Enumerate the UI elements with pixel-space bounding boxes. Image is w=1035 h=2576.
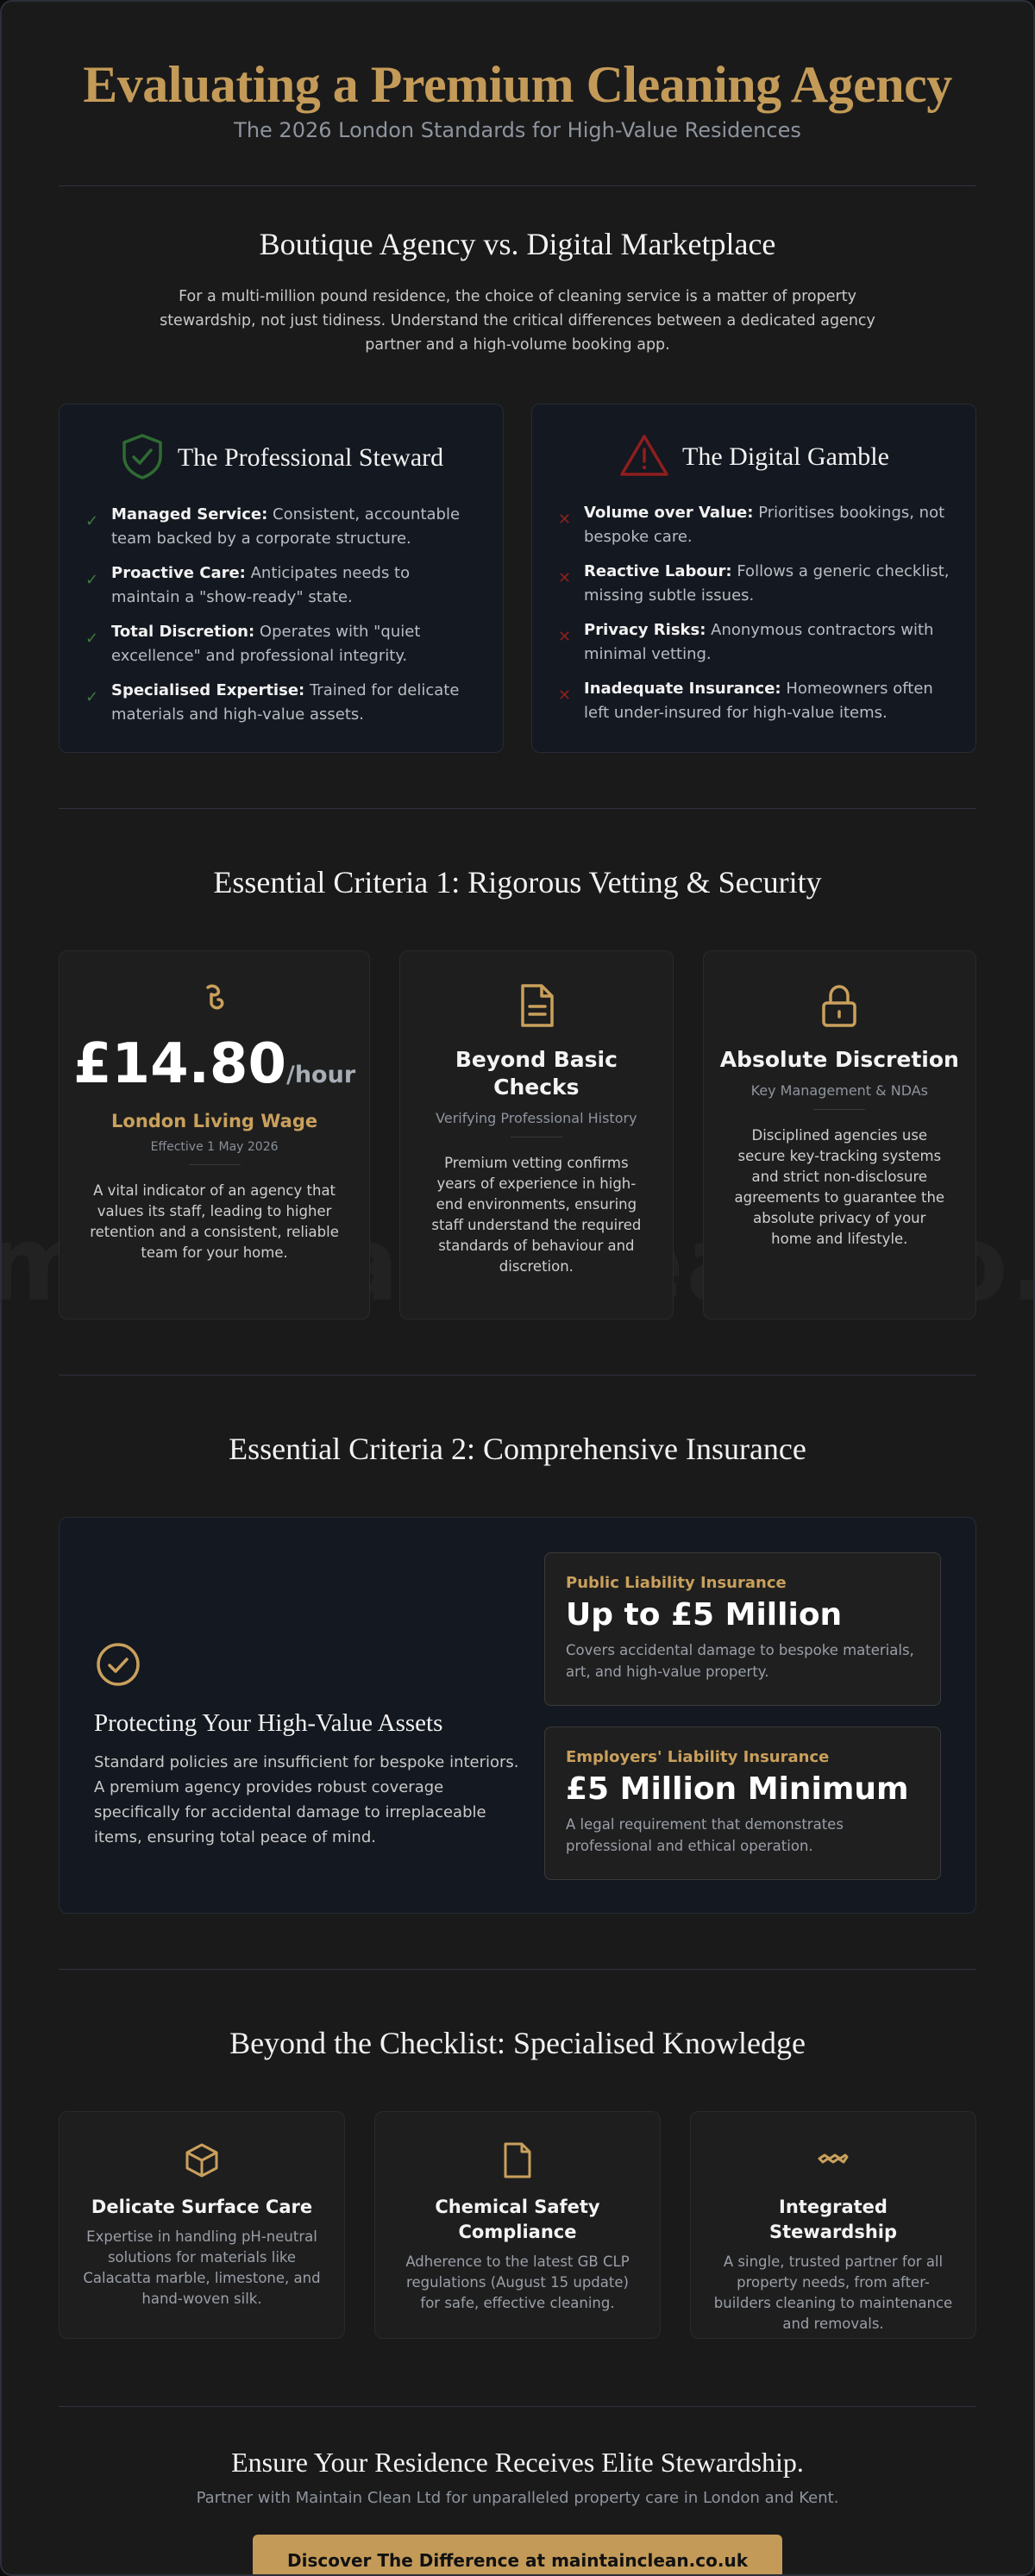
digital-gamble-card bbox=[531, 404, 976, 753]
handshake-icon bbox=[816, 2166, 850, 2183]
surface-care-card bbox=[59, 2111, 345, 2339]
cube-icon bbox=[183, 2166, 221, 2183]
checkmark-icon: ✓ bbox=[85, 571, 99, 589]
warning-triangle-icon bbox=[618, 432, 670, 482]
cta-text: Partner with Maintain Clean Ltd for unparalleled property care in London and Kent. bbox=[196, 2489, 839, 2507]
integrated-stewardship-body: A single, trusted partner for all property needs, from after-builders cleaning to maintenance and removals. bbox=[713, 2253, 953, 2332]
gamble-list bbox=[558, 501, 950, 725]
discretion-subtitle: Key Management & NDAs bbox=[750, 1082, 929, 1099]
public-liability-box bbox=[544, 1552, 941, 1706]
list-item: ✕ Reactive Labour: Follows a generic checklist, missing subtle issues. bbox=[558, 560, 950, 608]
cta-section bbox=[59, 2407, 976, 2576]
integrated-stewardship-title: Integrated Stewardship bbox=[768, 2197, 898, 2242]
list-item: ✓ Total Discretion: Operates with "quiet excellence" and professional integrity. bbox=[85, 620, 477, 668]
wage-body: A vital indicator of an agency that values its staff, leading to higher retention and a consistent, reliable team for your home. bbox=[90, 1182, 339, 1261]
cross-icon: ✕ bbox=[558, 628, 572, 646]
discretion-body: Disciplined agencies use secure key-tracking systems and strict non-disclosure agreements to guarantee the absolute privacy of your home and lifestyle. bbox=[734, 1127, 945, 1247]
checkmark-icon: ✓ bbox=[85, 688, 99, 706]
chemical-safety-title: Chemical Safety Compliance bbox=[435, 2197, 600, 2242]
checkmark-icon: ✓ bbox=[85, 512, 99, 530]
chemical-safety-card bbox=[374, 2111, 661, 2339]
knowledge-title: Beyond the Checklist: Specialised Knowledge bbox=[229, 2026, 806, 2060]
list-item: ✓ Specialised Expertise: Trained for delicate materials and high-value assets. bbox=[85, 679, 477, 727]
pound-coin-icon bbox=[199, 1004, 230, 1020]
surface-care-title: Delicate Surface Care bbox=[91, 2197, 313, 2217]
insurance-panel bbox=[59, 1517, 976, 1914]
employers-liability-box bbox=[544, 1727, 941, 1880]
chemical-safety-body: Adherence to the latest GB CLP regulations (August 15 update) for safe, effective cleaning. bbox=[405, 2253, 630, 2311]
checks-title: Beyond Basic Checks bbox=[455, 1047, 618, 1100]
list-item: ✕ Volume over Value: Prioritises bookings, not bespoke care. bbox=[558, 501, 950, 549]
professional-steward-card bbox=[59, 404, 504, 753]
checks-subtitle: Verifying Professional History bbox=[436, 1110, 637, 1126]
discretion-title: Absolute Discretion bbox=[719, 1047, 959, 1072]
shield-check-icon bbox=[119, 432, 166, 484]
employers-liability-desc: A legal requirement that demonstrates professional and ethical operation. bbox=[566, 1816, 844, 1854]
cross-icon: ✕ bbox=[558, 511, 572, 529]
insurance-left-title: Protecting Your High-Value Assets bbox=[94, 1709, 443, 1737]
document-icon bbox=[518, 1016, 555, 1032]
list-item: ✕ Inadequate Insurance: Homeowners often left under-insured for high-value items. bbox=[558, 677, 950, 725]
knowledge-section bbox=[59, 1970, 976, 2339]
checks-body: Premium vetting confirms years of experience in high-end environments, ensuring staff understand the required standards of behaviour and discretion. bbox=[431, 1155, 642, 1275]
wage-label: London Living Wage bbox=[111, 1111, 318, 1131]
steward-title: The Professional Steward bbox=[177, 443, 444, 472]
living-wage-card bbox=[59, 950, 370, 1319]
employers-liability-amount: £5 Million Minimum bbox=[566, 1771, 909, 1807]
public-liability-label: Public Liability Insurance bbox=[566, 1574, 787, 1592]
comparison-section bbox=[59, 186, 976, 753]
public-liability-desc: Covers accidental damage to bespoke materials, art, and high-value property. bbox=[566, 1642, 914, 1680]
basic-checks-card bbox=[399, 950, 673, 1319]
surface-care-body: Expertise in handling pH-neutral solutions for materials like Calacatta marble, limestone, and hand-woven silk. bbox=[83, 2228, 321, 2307]
page-subtitle: The 2026 London Standards for High-Value Residences bbox=[234, 118, 801, 142]
comparison-intro: For a multi-million pound residence, the choice of cleaning service is a matter of property stewardship, not just tidiness. Understand the critical differences between a dedicated agency partner and a high-volume booking app. bbox=[160, 288, 875, 354]
gamble-title: The Digital Gamble bbox=[682, 442, 889, 471]
wage-amount: £14.80 bbox=[73, 1032, 286, 1096]
cross-icon: ✕ bbox=[558, 686, 572, 705]
criteria-1-section bbox=[59, 809, 976, 1319]
file-icon bbox=[501, 2166, 534, 2183]
employers-liability-label: Employers' Liability Insurance bbox=[566, 1748, 830, 1766]
wage-per: /hour bbox=[285, 1062, 356, 1088]
public-liability-amount: Up to £5 Million bbox=[566, 1597, 843, 1633]
page-title: Evaluating a Premium Cleaning Agency bbox=[83, 56, 952, 113]
criteria-2-section bbox=[59, 1376, 976, 1914]
criteria-1-title: Essential Criteria 1: Rigorous Vetting & Security bbox=[213, 865, 822, 899]
cta-title: Ensure Your Residence Receives Elite Stewardship. bbox=[231, 2447, 804, 2478]
cross-icon: ✕ bbox=[558, 569, 572, 587]
criteria-2-title: Essential Criteria 2: Comprehensive Insurance bbox=[229, 1432, 806, 1466]
cta-button[interactable]: Discover The Difference at maintainclean.co.uk bbox=[253, 2535, 782, 2576]
checkmark-icon: ✓ bbox=[85, 630, 99, 648]
steward-list bbox=[85, 503, 477, 727]
discretion-card bbox=[703, 950, 976, 1319]
integrated-stewardship-card bbox=[690, 2111, 976, 2339]
check-circle-icon bbox=[94, 1676, 142, 1692]
insurance-left-body: Standard policies are insufficient for bespoke interiors. A premium agency provides robust coverage specifically for accidental damage to irreplaceable items, ensuring total peace of mind. bbox=[94, 1753, 519, 1846]
wage-effective: Effective 1 May 2026 bbox=[150, 1140, 279, 1154]
lock-icon bbox=[819, 1016, 859, 1032]
page-header bbox=[59, 2, 976, 142]
list-item: ✓ Managed Service: Consistent, accountable team backed by a corporate structure. bbox=[85, 503, 477, 551]
list-item: ✕ Privacy Risks: Anonymous contractors with minimal vetting. bbox=[558, 618, 950, 667]
list-item: ✓ Proactive Care: Anticipates needs to maintain a "show-ready" state. bbox=[85, 561, 477, 610]
comparison-title: Boutique Agency vs. Digital Marketplace bbox=[259, 227, 776, 261]
